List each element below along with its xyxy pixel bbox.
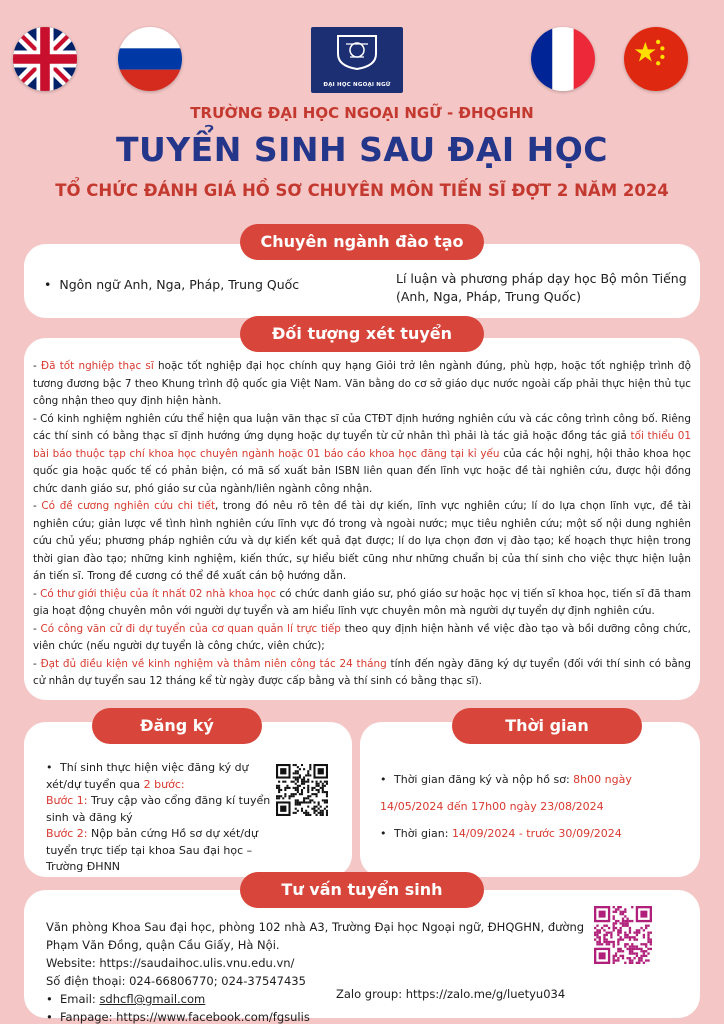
timeline-heading: Thời gian bbox=[452, 708, 642, 744]
russia-flag-icon bbox=[118, 27, 182, 91]
registration-step-2: Bước 2: Nộp bản cứng Hồ sơ dự xét/dự tuyển trực tiếp tại khoa Sau đại học – Trường ĐHNN bbox=[46, 827, 258, 873]
contact-email: • Email: sdhcfl@gmail.com bbox=[46, 992, 206, 1006]
eligibility-heading: Đối tượng xét tuyển bbox=[240, 316, 484, 352]
major-item-methodology: Lí luận và phương pháp dạy học Bộ môn Tiếng (Anh, Nga, Pháp, Trung Quốc) bbox=[396, 271, 687, 304]
eligibility-text bbox=[33, 358, 691, 691]
contact-phone: Số điện thoại: 024-66806770; 024-37547435 bbox=[46, 974, 306, 988]
registration-step-1: Bước 1: Truy cập vào cổng đăng kí tuyển sinh và đăng ký bbox=[46, 794, 271, 824]
china-flag-icon bbox=[624, 27, 688, 91]
registration-text bbox=[46, 760, 286, 876]
uk-flag-icon bbox=[13, 27, 77, 91]
registration-heading: Đăng ký bbox=[92, 708, 262, 744]
email-link[interactable]: sdhcfl@gmail.com bbox=[99, 992, 206, 1006]
contact-heading: Tư vấn tuyển sinh bbox=[240, 872, 484, 908]
timeline-item-registration: • Thời gian đăng ký và nộp hồ sơ: 8h00 ngày 14/05/2024 đến 17h00 ngày 23/08/2024 bbox=[380, 773, 632, 813]
eligibility-item: - Có công văn cử đi dự tuyển của cơ quan quản lí trực tiếp theo quy định hiện hành về việc đào tạo và bồi dưỡng công chức, viên chức (nếu người dự tuyển là công chức, viên chức); bbox=[33, 622, 691, 652]
school-name: TRƯỜNG ĐẠI HỌC NGOẠI NGỮ - ĐHQGHN bbox=[190, 104, 534, 122]
page-title: TUYỂN SINH SAU ĐẠI HỌC bbox=[115, 130, 609, 169]
logo-text: ĐẠI HỌC NGOẠI NGỮ bbox=[323, 82, 391, 88]
eligibility-item: - Đã tốt nghiệp thạc sĩ hoặc tốt nghiệp đại học chính quy hạng Giỏi trở lên ngành đúng, phù hợp, hoặc tốt nghiệp trình độ tương đương bậc 7 theo Khung trình độ quốc gia Việt Nam. Văn bằng do cơ sở giáo dục nước ngoài cấp phải thực hiện thủ tục công nhận theo quy định hiện hành. bbox=[33, 360, 691, 407]
registration-qr-code[interactable] bbox=[276, 764, 328, 816]
timeline-text bbox=[380, 766, 692, 847]
france-flag-icon bbox=[531, 27, 595, 91]
contact-zalo[interactable]: Zalo group: https://zalo.me/g/luetyu034 bbox=[336, 987, 566, 1001]
contact-qr-code[interactable] bbox=[594, 906, 652, 964]
eligibility-item: - Đạt đủ điều kiện về kinh nghiệm và thâm niên công tác 24 tháng tính đến ngày đăng ký dự tuyển (đối với thí sinh có bằng cử nhân dự tuyển sau 12 tháng kể từ ngày được cấp bằng và thí sinh có bằng thạc sĩ). bbox=[33, 657, 691, 687]
registration-intro: • Thí sinh thực hiện việc đăng ký dự xét/dự tuyển qua 2 bước: bbox=[46, 761, 249, 791]
contact-fanpage[interactable]: • Fanpage: https://www.facebook.com/fgsulis bbox=[46, 1010, 310, 1024]
eligibility-card bbox=[24, 338, 700, 700]
majors-heading: Chuyên ngành đào tạo bbox=[240, 224, 484, 260]
page-subtitle: TỔ CHỨC ĐÁNH GIÁ HỒ SƠ CHUYÊN MÔN TIẾN SĨ ĐỢT 2 NĂM 2024 bbox=[55, 181, 669, 200]
ulis-logo bbox=[311, 27, 403, 93]
eligibility-item: - Có kinh nghiệm nghiên cứu thể hiện qua luận văn thạc sĩ của CTĐT định hướng nghiên cứu và các công trình công bố. Riêng các thí sinh có bằng thạc sĩ định hướng ứng dụng hoặc dự tuyển từ cử nhân thì phải là tác giả hoặc đồng tác giả tối thiểu 01 bài báo thuộc tạp chí khoa học chuyên ngành hoặc 01 báo cáo khoa học đăng tại kỉ yếu của các hội nghị, hội thảo khoa học quốc gia hoặc quốc tế có phản biện, có mã số xuất bản ISBN liên quan đến lĩnh vực hoặc đề tài nghiên cứu, được hội đồng chức danh giáo sư, phó giáo sư của ngành/liên ngành công nhận. bbox=[33, 412, 692, 495]
contact-address: Văn phòng Khoa Sau đại học, phòng 102 nhà A3, Trường Đại học Ngoại ngữ, ĐHQGHN, đường Phạm Văn Đồng, quận Cầu Giấy, Hà Nội. bbox=[46, 920, 585, 952]
contact-website[interactable]: Website: https://saudaihoc.ulis.vnu.edu.vn/ bbox=[46, 956, 295, 970]
eligibility-item: - Có thư giới thiệu của ít nhất 02 nhà khoa học có chức danh giáo sư, phó giáo sư hoặc học vị tiến sĩ khoa học, tiến sĩ đã tham gia hoạt động chuyên môn với người dự tuyển và am hiểu lĩnh vực chuyên môn mà người dự tuyển dự định nghiên cứu. bbox=[33, 587, 691, 617]
contact-text bbox=[46, 918, 606, 1024]
eligibility-item: - Có đề cương nghiên cứu chi tiết, trong đó nêu rõ tên đề tài dự kiến, lĩnh vực nghiên cứu; lí do lựa chọn lĩnh vực, đề tài nghiên cứu; giản lược về tình hình nghiên cứu lĩnh vực đó trong và ngoài nước; mục tiêu nghiên cứu; một số nội dung nghiên cứu chủ yếu; phương pháp nghiên cứu và dự kiến kết quả đạt được; lí do lựa chọn đơn vị đào tạo; kế hoạch thực hiện trong thời gian đào tạo; những kinh nghiệm, kiến thức, sự hiểu biết cũng như những chuẩn bị của thí sinh cho việc thực hiện luận án tiến sĩ. Trong đề cương có thể đề xuất cán bộ hướng dẫn. bbox=[33, 500, 691, 582]
timeline-card bbox=[360, 722, 700, 877]
major-item-language: • Ngôn ngữ Anh, Nga, Pháp, Trung Quốc bbox=[44, 277, 300, 292]
timeline-item-evaluation: • Thời gian: 14/09/2024 - trước 30/09/2024 bbox=[380, 827, 622, 840]
